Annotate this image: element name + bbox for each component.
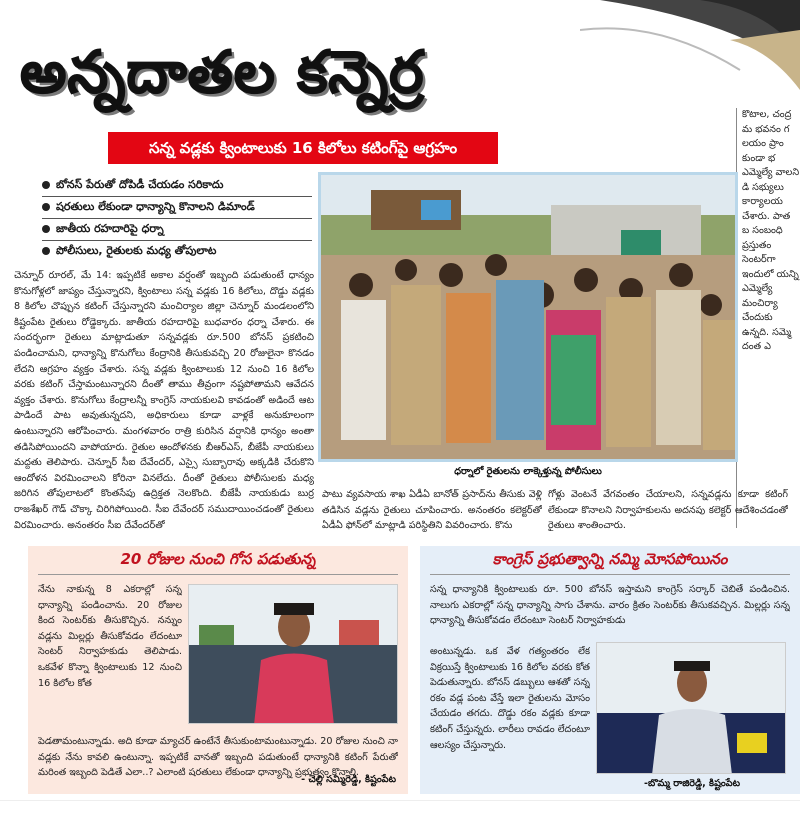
bullet-dot-icon xyxy=(42,181,50,189)
farmer-portrait-photo xyxy=(188,584,398,724)
quote-text: సన్న ధాన్యానికి క్వింటాలుకు రూ. 500 బోనస్ ఇస్తామని కాంగ్రెస్ సర్కార్ చెబితే పండించిన. నాలుగు ఎకరాల్లో సన్న ధాన్యాన్ని సాగు చేశాను. వారం క్రితం సెంటర్‌కు తీసుకవచ్చిన. మిల్లర్లు సన్న ధాన్యాన్ని తీసుకోవడం లేదంటూ సెంటర్ నిర్వాహకుడు xyxy=(430,584,790,627)
box-divider xyxy=(38,574,398,575)
article-body-main: చెన్నూర్ రూరల్, మే 14: ఇప్పటికే అకాల వర్షంతో ఇబ్బంది పడుతుంటే ధాన్యం కొనుగోళ్లలో జాప్యం చేస్తున్నారని, క్వింటాలు సన్న వడ్లకు 16 కిలోలు, దొడ్డు వడ్లకు 8 కిలోల చొప్పున కటింగ్ చేస్తున్నారని మంచిర్యాల జిల్లా చెన్నూర్ మండలంలోని కిష్టంపేట రైతులు రోడ్డెక్కారు. జాతీయ రహదారిపై బుధవారం ధర్నా చేశారు. ఈ సందర్భంగా రైతులు మాట్లాడుతూ సన్నవడ్లకు రూ.500 బోనస్ ప్రకటించి పండించామని, ధాన్యాన్ని కొనుగోలు కేంద్రానికి తీసుకువచ్చి 20 రోజులైనా కొనడం లేదని ఆగ్రహం వ్యక్తం చేశారు. సన్న వడ్లకు క్వింటాలుకు 12 నుంచి 16 కిలోల వరకు కటింగ్ చేస్తామంటున్నారని దీంతో తాము తీవ్రంగా నష్టపోతామని ఆవేదన వ్యక్తం చేశారు. కొనుగోలు కేంద్రాలన్నీ కాంగ్రెస్ నాయకులవి కావడంతో అడిందే ఆట పాడిందే పాట అవుతున్నదని, అధికారులు కూడా వాళ్లకే అనుకూలంగా ఉంటున్నారని ఆరోపించారు. మంగళవారం రాత్రి కురిసిన వర్షానికి ధాన్యం అంతా తడిసిపోయిందని వాపోయారు. రైతుల ఆందోళనకు బీఆర్ఎస్, బీజేపీ నాయకులు మద్దతు తెలిపారు. చెన్నూర్ సీఐ దేవేందర్, ఎస్సై సుబ్బారావు అక్కడికి చేరుకొని ఆందోళన విరమించాలని కోరినా వినలేదు. దీంతో రైతులు పోలీసులకు మధ్య జరిగిన తోపులాటలో కొంతసేపు ఉద్రిక్తత నెలకొంది. బీజేపీ నాయకుడు బుర్ర రాజశేఖర్ గౌడ్ చొక్కా చిరిగిపోయింది. సీఐ దేవేందర్ సముదాయించడంతో రైతులు విరమించారు. అనంతరం సీఐ దేవేందర్‌తో xyxy=(14,270,314,531)
headline-title: అన్నదాతల కన్నెర్ర xyxy=(20,38,425,106)
article-body-continued-2: గోళ్లు వెంటనే వేగవంతం చేయాలని, సన్నవడ్లను కూడా కటింగ్ లేకుండా కొనాలని నిర్వాహకులను అదనపు కలెక్టర్ ఆదేశించడంతో రైతులు శాంతించారు. xyxy=(548,489,788,532)
box-divider xyxy=(430,574,790,575)
bullet-item: జాతీయ రహదారిపై ధర్నా xyxy=(42,218,312,240)
page-bottom-rule xyxy=(0,800,800,801)
bullet-divider xyxy=(42,196,312,197)
box-title: కాంగ్రెస్ ప్రభుత్వాన్ని నమ్మి మోసపోయినం xyxy=(492,550,728,568)
article-body-right-cutoff: కొటాల, చంద్ర మ భవనం గ లయం ప్రాం కుండా భ ఎమ్మెల్యే వాలని డి సభ్యులు కార్యాలయ చేశారు. పాత బ సంబంధి ప్రస్తుతం సెంటర్‌గా ఇందులో యన్ని ఎమ్మెల్యే మంచిర్యా చేందుకు ఉన్నది. సమ్మె దంత ఎ xyxy=(742,109,800,352)
bullet-divider xyxy=(42,240,312,241)
quote-text: నేను నాకున్న 8 ఎకరాల్లో సన్న ధాన్యాన్ని పండించాను. 20 రోజుల కింద సెంటర్‌కు తీసుకొచ్చిన. నన్నుం వడ్లను మిల్లర్లు తీసుకోవడం లేదంటూ సెంటర్ నిర్వాహకుడు తెలిపాడు. ఒకవేళ కొన్నా క్వింటాలుకు 12 నుంచి 16 కిలోల కోత xyxy=(38,584,182,689)
bullet-divider xyxy=(42,218,312,219)
bullet-item: బోనస్ పేరుతో దోపిడీ చేయడం సరికాదు xyxy=(42,174,312,196)
farmer-quote-box-right xyxy=(420,546,800,794)
bullet-list xyxy=(42,174,312,262)
quote-text-continued: అంటున్నడు. ఒక వేళ గత్యంతరం లేక విక్రయిస్తే క్వింటాలుకు 16 కిలోల వరకు కోత పెడుతున్నారు. బోనస్ డబ్బులు ఆశతో సన్న రకం వడ్ల పంట వేస్తే ఇలా రైతులను మోసం చేయడం తగదు. దొడ్డు రకం వడ్లకు కూడా కటింగ్ చేస్తున్నరు. లారీలు రావడం లేదంటూ ఆలస్యం చేస్తున్నారు. xyxy=(430,646,590,751)
article-body-continued-1: పాటు వ్యవసాయ శాఖ ఏడీఏ బానోత్ ప్రసాద్‌ను తీసుకు వెళ్లి తడిసిన వడ్లను రైతులు చూపించారు. అనంతరం కలెక్టర్‌తో ఏడీఏ ఫోన్‌లో మాట్లాడి పరిస్థితిని వివరించారు. కొను xyxy=(322,489,542,532)
quote-byline: -బొమ్మ రాజిరెడ్డి, కిష్టంపేట xyxy=(644,778,740,789)
masthead xyxy=(20,22,580,132)
corner-swoosh-graphic xyxy=(580,0,800,120)
bullet-dot-icon xyxy=(42,203,50,211)
subheadline-banner: సన్న వడ్లకు క్వింటాలుకు 16 కిలోలు కటింగ్‌పై ఆగ్రహం xyxy=(108,132,498,164)
bullet-item: పోలీసులు, రైతులకు మధ్య తోపులాట xyxy=(42,240,312,262)
protest-photo xyxy=(318,172,738,462)
bullet-dot-icon xyxy=(42,225,50,233)
bullet-item: షరతులు లేకుండా ధాన్యాన్ని కొనాలని డిమాండ్ xyxy=(42,196,312,218)
photo-caption: ధర్నాలో రైతులను లాక్కెళ్తున్న పోలీసులు xyxy=(454,466,602,477)
farmer-portrait-photo xyxy=(596,642,786,774)
protest-photo-illustration xyxy=(321,175,735,459)
farmer-quote-box-left xyxy=(28,546,408,794)
farmer-portrait-illustration xyxy=(189,585,398,724)
box-title: 20 రోజుల నుంచి గోస పడుతున్న xyxy=(120,550,316,568)
farmer-portrait-illustration xyxy=(597,643,786,774)
quote-byline: - చెల్లి సమ్మిరెడ్డి, కిష్టంపేట xyxy=(301,774,396,785)
bullet-dot-icon xyxy=(42,247,50,255)
quote-text-continued: పెడతామంటున్నాడు. అది కూడా మ్యాచర్ ఉంటేనే తీసుకుంటామంటున్నాడు. 20 రోజుల నుంచి నా వడ్లకు నేను కావలి ఉంటున్నా. ఇప్పటికే వానతో ఇబ్బంది పడుతుంటే ధాన్యానికి కటింగ్ పేరుతో మరింత ఇబ్బంది పెడితే ఎలా..? ఎలాంటి షరతులు లేకుండా ధాన్యాన్ని ప్రభుత్వం కొనాలి. xyxy=(38,736,398,779)
